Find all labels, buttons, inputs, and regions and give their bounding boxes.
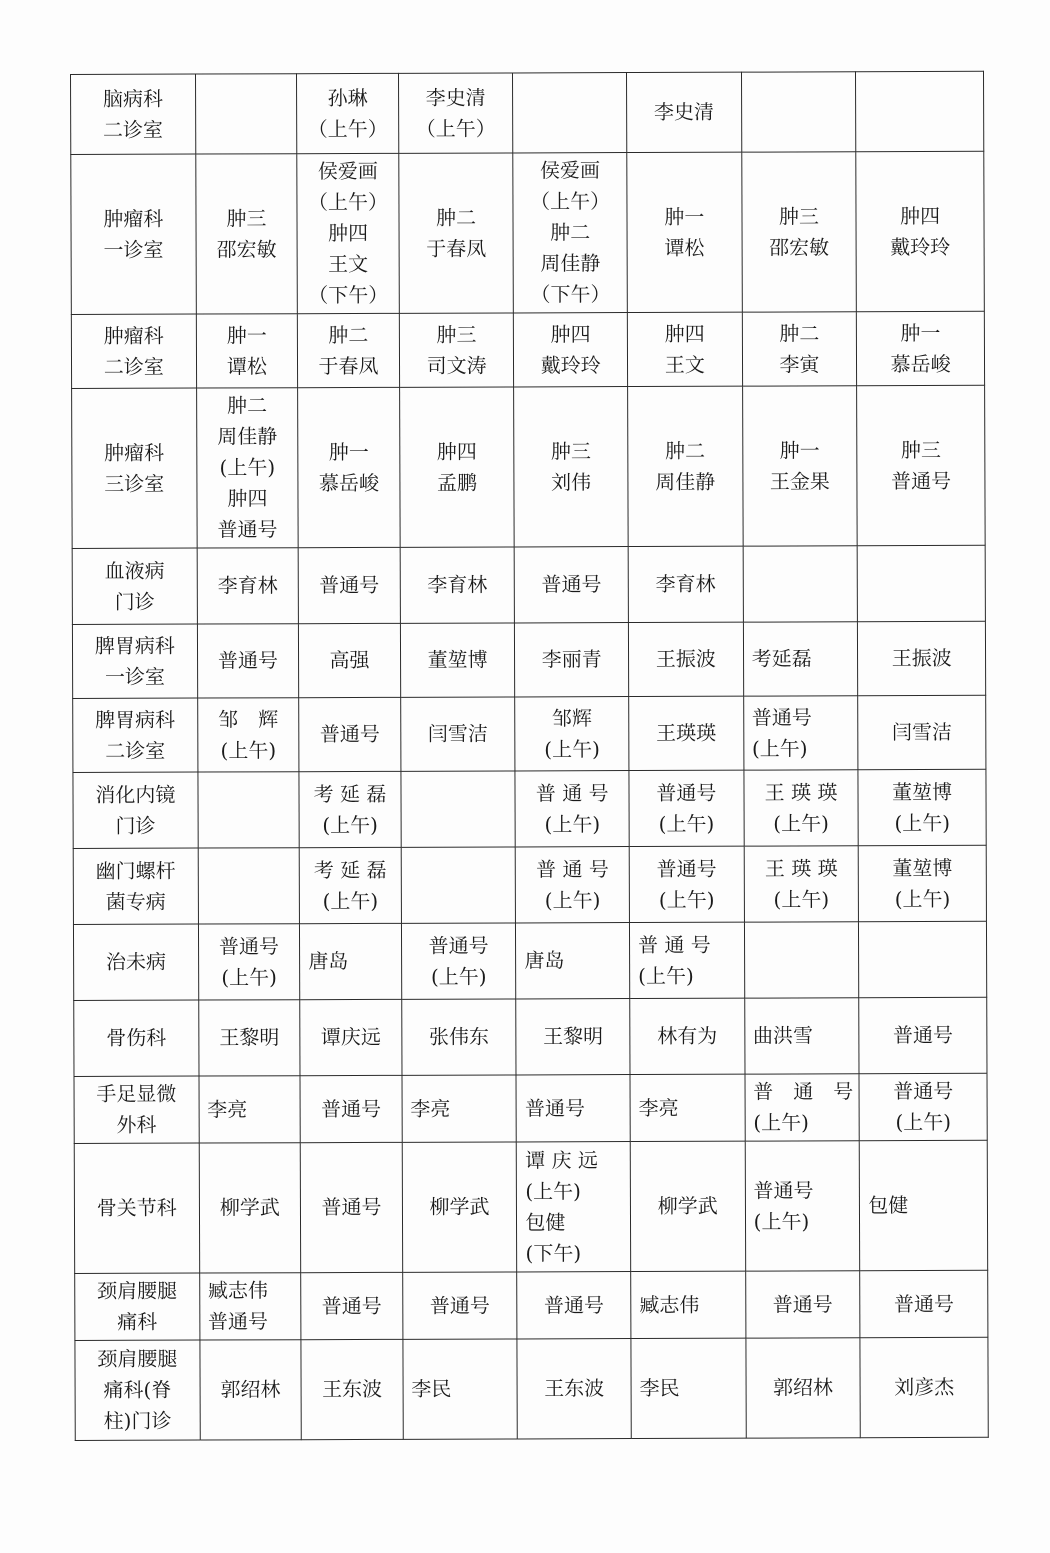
- schedule-cell: 李丽青: [515, 623, 629, 697]
- schedule-cell: 李亮: [199, 1076, 301, 1143]
- schedule-cell: 普通号 (上午): [745, 1141, 860, 1271]
- schedule-cell: 普通号: [300, 1142, 402, 1272]
- schedule-cell: 普通号: [517, 1272, 631, 1339]
- department-cell: 肿瘤科 二诊室: [71, 314, 196, 388]
- schedule-cell: 肿四 戴玲玲: [856, 151, 984, 311]
- schedule-cell: 普通号: [300, 1075, 402, 1142]
- schedule-cell: 李育林: [400, 547, 515, 623]
- schedule-cell: 谭庆远: [300, 999, 402, 1075]
- schedule-cell: 普通号: [197, 624, 299, 698]
- schedule-cell: [857, 545, 985, 621]
- schedule-cell: 李亮: [630, 1074, 745, 1141]
- schedule-cell: 柳学武: [630, 1141, 745, 1271]
- table-row: [72, 621, 985, 698]
- schedule-cell: 普通号: [860, 1270, 988, 1337]
- schedule-cell: 李亮: [402, 1075, 517, 1142]
- schedule-cell: 王东波: [301, 1339, 403, 1439]
- schedule-cell: 高强: [299, 623, 401, 697]
- schedule-cell: 普通号 (上午): [859, 1073, 987, 1140]
- schedule-cell: [198, 848, 300, 924]
- department-cell: 骨关节科: [74, 1143, 199, 1273]
- schedule-cell: 闫雪洁: [400, 697, 515, 771]
- department-cell: 消化内镜 门诊: [73, 772, 198, 848]
- department-cell: 颈肩腰腿 痛科(脊 柱)门诊: [75, 1340, 200, 1440]
- table-row: [75, 1270, 988, 1340]
- schedule-cell: 肿二 周佳静 (上午) 肿四 普通号: [196, 388, 298, 548]
- schedule-cell: 张伟东: [401, 999, 516, 1075]
- schedule-cell: 普 通 号 (上午): [515, 771, 629, 847]
- schedule-cell: 李史清 （上午）: [398, 73, 513, 153]
- schedule-cell: 肿三 司文涛: [399, 313, 514, 387]
- table-row: [75, 1337, 988, 1440]
- schedule-cell: 郭绍林: [200, 1340, 302, 1440]
- table-row: [71, 71, 984, 154]
- schedule-cell: [195, 74, 297, 154]
- schedule-cell: 侯爱画 （上午） 肿二 周佳静 （下午）: [513, 153, 627, 313]
- schedule-cell: 董堃博: [400, 623, 515, 697]
- table-row: [71, 151, 985, 314]
- table-row: [74, 997, 987, 1076]
- schedule-cell: 柳学武: [402, 1142, 517, 1272]
- schedule-cell: 王振波: [858, 621, 986, 695]
- table-row: [71, 311, 984, 388]
- department-cell: 幽门螺杆 菌专病: [73, 848, 198, 924]
- schedule-cell: 肿四 王文: [627, 312, 742, 386]
- department-cell: 治未病: [73, 924, 198, 1000]
- schedule-cell: 普 通 号 (上午): [629, 922, 744, 998]
- schedule-cell: 王黎明: [198, 1000, 300, 1076]
- schedule-cell: 李育林: [628, 546, 743, 622]
- table-row: [74, 1140, 987, 1273]
- schedule-cell: 柳学武: [199, 1143, 301, 1273]
- schedule-cell: 肿三 邵宏敏: [741, 152, 856, 312]
- schedule-cell: 邹辉 (上午): [515, 697, 629, 771]
- schedule-cell: 肿一 谭松: [627, 152, 742, 312]
- schedule-cell: 普 通 号 (上午): [516, 847, 630, 923]
- schedule-cell: 邹 辉 (上午): [197, 698, 299, 772]
- schedule-cell: 侯爱画 （上午） 肿四 王文 （下午）: [297, 153, 399, 313]
- schedule-cell: 王 瑛 瑛 (上午): [744, 846, 859, 922]
- schedule-cell: 董堃博 (上午): [858, 845, 986, 921]
- schedule-cell: 林有为: [630, 998, 745, 1074]
- schedule-cell: 普通号: [516, 1075, 630, 1142]
- schedule-cell: 李民: [631, 1338, 746, 1438]
- schedule-cell: 刘彦杰: [860, 1337, 988, 1437]
- department-cell: 肿瘤科 三诊室: [72, 388, 197, 548]
- schedule-cell: 肿一 慕岳峻: [857, 311, 985, 385]
- schedule-cell: 普通号 (上午): [198, 924, 300, 1000]
- schedule-cell: 王 瑛 瑛 (上午): [744, 770, 859, 846]
- clinic-schedule-table: [70, 71, 989, 1441]
- schedule-cell: [198, 772, 300, 848]
- schedule-cell: 普通号 (上午): [743, 696, 858, 770]
- department-cell: 颈肩腰腿 痛科: [75, 1273, 200, 1340]
- schedule-cell: 臧志伟: [631, 1271, 746, 1338]
- schedule-cell: 王振波: [628, 622, 743, 696]
- schedule-cell: 谭 庆 远 (上午) 包健 (下午): [517, 1142, 631, 1272]
- schedule-cell: 肿一 王金果: [742, 386, 857, 546]
- schedule-cell: 包健: [859, 1140, 987, 1270]
- schedule-cell: 唐岛: [516, 923, 630, 999]
- schedule-cell: 唐岛: [300, 923, 402, 999]
- schedule-cell: 肿三 邵宏敏: [195, 154, 297, 314]
- schedule-cell: [744, 922, 859, 998]
- schedule-cell: 肿四 戴玲玲: [514, 313, 628, 387]
- schedule-cell: [401, 847, 516, 923]
- department-cell: 骨伤科: [74, 1000, 199, 1076]
- schedule-cell: 肿一 慕岳峻: [298, 387, 400, 547]
- schedule-cell: [856, 71, 984, 151]
- schedule-cell: [743, 546, 858, 622]
- schedule-cell: 曲洪雪: [744, 998, 859, 1074]
- schedule-cell: 闫雪洁: [858, 695, 986, 769]
- department-cell: 脑病科 二诊室: [71, 74, 196, 154]
- schedule-cell: [741, 72, 856, 152]
- schedule-cell: 肿二 于春凤: [298, 313, 400, 387]
- table-row: [73, 921, 986, 1000]
- schedule-cell: 臧志伟 普通号: [199, 1273, 301, 1340]
- schedule-cell: 肿四 孟鹏: [399, 387, 514, 547]
- schedule-cell: 肿二 于春凤: [399, 153, 514, 313]
- schedule-cell: 李民: [403, 1339, 518, 1439]
- schedule-cell: 李育林: [197, 548, 299, 624]
- schedule-cell: 普通号: [745, 1271, 860, 1338]
- schedule-cell: 王黎明: [516, 999, 630, 1075]
- schedule-cell: [859, 921, 987, 997]
- schedule-cell: 普通号: [402, 1272, 517, 1339]
- schedule-cell: 郭绍林: [746, 1338, 861, 1438]
- department-cell: 脾胃病科 二诊室: [73, 698, 198, 772]
- schedule-cell: 考延磊: [743, 622, 858, 696]
- schedule-cell: 普 通 号 (上午): [745, 1074, 860, 1141]
- schedule-cell: 普通号: [859, 997, 987, 1073]
- schedule-cell: 肿三 刘伟: [514, 387, 628, 547]
- schedule-cell: 普通号: [299, 697, 401, 771]
- department-cell: 脾胃病科 一诊室: [72, 624, 197, 698]
- table-row: [73, 695, 986, 772]
- table-row: [73, 845, 986, 924]
- department-cell: 肿瘤科 一诊室: [71, 154, 196, 314]
- schedule-cell: 李史清: [626, 72, 741, 152]
- schedule-cell: [401, 771, 516, 847]
- schedule-cell: 普通号 (上午): [401, 923, 516, 999]
- schedule-cell: 肿一 谭松: [196, 314, 298, 388]
- schedule-cell: [513, 73, 627, 153]
- schedule-cell: 董堃博 (上午): [858, 769, 986, 845]
- table-row: [74, 1073, 987, 1143]
- schedule-cell: 肿二 周佳静: [628, 386, 743, 546]
- schedule-cell: 王东波: [517, 1339, 631, 1439]
- schedule-cell: 肿三 普通号: [857, 385, 985, 545]
- schedule-cell: 普通号: [298, 547, 400, 623]
- schedule-cell: 普通号 (上午): [629, 770, 744, 846]
- schedule-cell: 普通号: [301, 1272, 403, 1339]
- schedule-cell: 王瑛瑛: [629, 696, 744, 770]
- table-row: [73, 769, 986, 848]
- schedule-cell: 孙琳 （上午）: [297, 73, 399, 153]
- table-row: [72, 385, 986, 548]
- schedule-cell: 考 延 磊 (上午): [299, 847, 401, 923]
- schedule-cell: 考 延 磊 (上午): [299, 771, 401, 847]
- schedule-cell: 普通号 (上午): [629, 846, 744, 922]
- department-cell: 手足显微 外科: [74, 1076, 199, 1143]
- department-cell: 血液病 门诊: [72, 548, 197, 624]
- schedule-cell: 普通号: [515, 547, 629, 623]
- schedule-cell: 肿二 李寅: [742, 312, 857, 386]
- table-row: [72, 545, 985, 624]
